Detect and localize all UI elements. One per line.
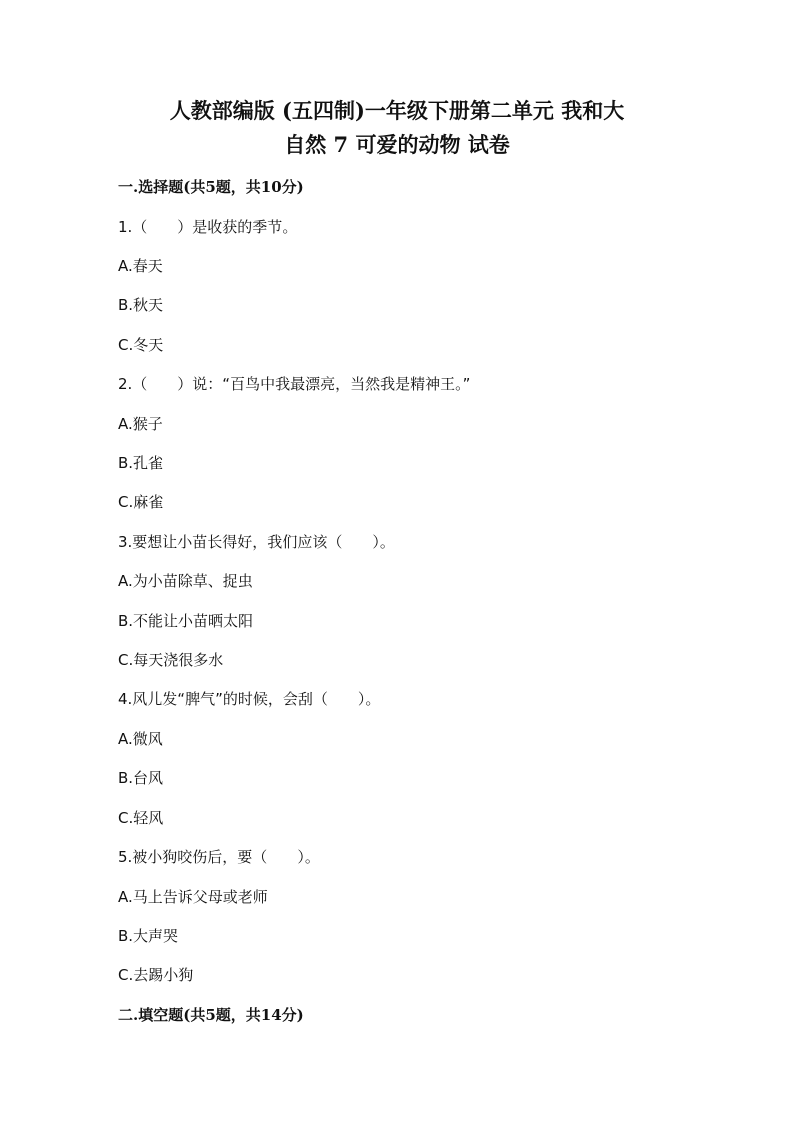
question-4-option-b: B.台风 bbox=[118, 769, 164, 787]
question-5-stem: 5.被小狗咬伤后，要（ ）。 bbox=[118, 848, 320, 866]
question-5-option-b: B.大声哭 bbox=[118, 927, 179, 945]
question-1-option-a: A.春天 bbox=[118, 257, 163, 275]
section-heading-choice: 一.选择题(共5题，共10分) bbox=[118, 178, 304, 196]
question-3-option-a: A.为小苗除草、捉虫 bbox=[118, 572, 253, 590]
question-3-option-c: C.每天浇很多水 bbox=[118, 651, 224, 669]
title-line-1: 人教部编版 (五四制)一年级下册第二单元 我和大 bbox=[169, 98, 625, 123]
question-4-option-a: A.微风 bbox=[118, 730, 163, 748]
question-1-stem: 1.（ ）是收获的季节。 bbox=[118, 218, 298, 236]
question-1-option-c: C.冬天 bbox=[118, 336, 164, 354]
question-1-option-b: B.秋天 bbox=[118, 296, 164, 314]
question-3-stem: 3.要想让小苗长得好，我们应该（ ）。 bbox=[118, 533, 395, 551]
question-3-option-b: B.不能让小苗晒太阳 bbox=[118, 612, 254, 630]
question-4-stem: 4.风儿发“脾气”的时候，会刮（ ）。 bbox=[118, 690, 381, 708]
document-title bbox=[100, 94, 694, 162]
question-4-option-c: C.轻风 bbox=[118, 809, 164, 827]
question-2-stem: 2.（ ）说：“百鸟中我最漂亮，当然我是精神王。” bbox=[118, 375, 471, 393]
title-line-2: 自然 7 可爱的动物 试卷 bbox=[284, 132, 510, 157]
question-2-option-b: B.孔雀 bbox=[118, 454, 164, 472]
question-2-option-c: C.麻雀 bbox=[118, 493, 164, 511]
question-2-option-a: A.猴子 bbox=[118, 415, 163, 433]
section-heading-fill-in: 二.填空题(共5题，共14分) bbox=[118, 1006, 304, 1024]
question-5-option-a: A.马上告诉父母或老师 bbox=[118, 888, 268, 906]
question-5-option-c: C.去踢小狗 bbox=[118, 966, 194, 984]
